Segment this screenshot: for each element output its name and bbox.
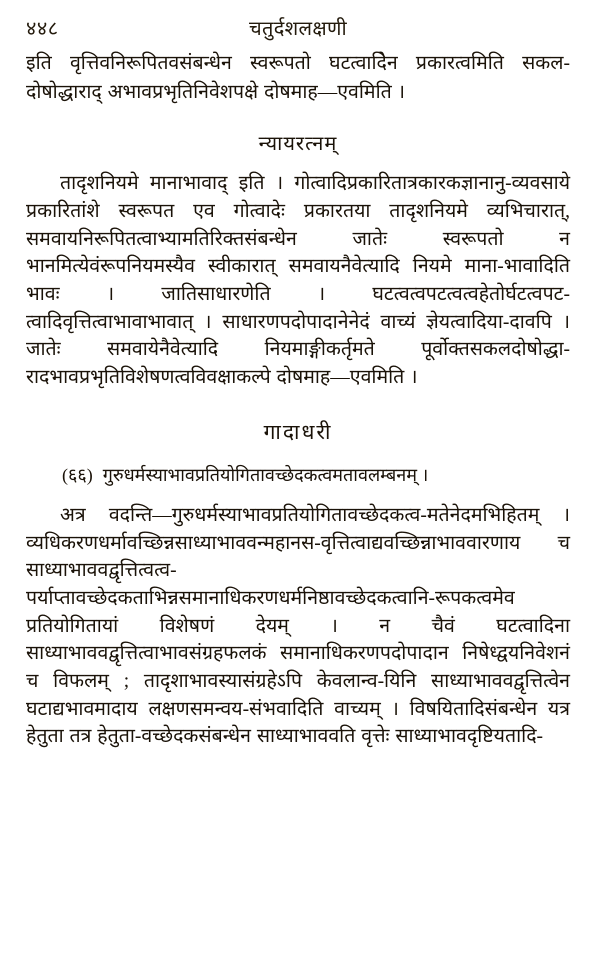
page-header xyxy=(26,14,570,48)
opening-paragraph: इति वृत्तिवनिरूपितवसंबन्धेन स्वरूपतो घटत्वादेिन प्रकारत्वमिति सकल-दोषोद्धाराद् अभावप्रभृतिनिवेशपक्षे दोषमाह––एवमिति । xyxy=(26,53,570,103)
running-title: चतुर्दशलक्षणी xyxy=(249,18,347,40)
section-one-paragraph: तादृशनियमे मानाभावाद् इति । गोत्वादिप्रकारितात्रकारकज्ञानानु-व्यवसाये प्रकारितांशे स्वरूपत एव गोत्वादेः प्रकारतया तादृशनियमे व्यभिचारात्, समवायनिरूपितत्वाभ्यामतिरिक्तसंबन्धेन जातेः स्वरूपतो न भानमित्येवंरूपनियमस्यैव स्वीकारात् समवायनैवेत्यादि नियमे माना-भावादिति भावः । जातिसाधारणेति । घटत्वत्वपटत्वत्वहेतोर्घटत्वपट-त्वादिवृत्तित्वाभावाभावात् । साधारणपदोपादानेनेदं वाच्यं ज्ञेयत्वादिया-दावपि । जातेः समवायेनैवेत्यादि नियमाङ्गीकर्तृमते पूर्वोक्तसकलदोषोद्धा-रादभावप्रभृतिविशेषणत्वविवक्षाकल्पे दोषमाह––एवमिति । xyxy=(26,173,570,389)
numbered-item-text: गुरुधर्मस्याभावप्रतियोगितावच्छेदकत्वमतावलम्बनम् । xyxy=(102,464,429,485)
section-two-paragraph: अत्र वदन्ति––गुरुधर्मस्याभावप्रतियोगितावच्छेदकत्व-मतेनेदमभिहितम् । व्यधिकरणधर्मावच्छिन्नसाध्याभाववन्महानस-वृत्तित्वाद्यवच्छिन्नाभाववारणाय च साध्याभाववद्वृत्तित्वत्व-पर्याप्तावच्छेदकताभिन्नसमानाधिकरणधर्मनिष्ठावच्छेदकत्वानि-रूपकत्वमेव प्रतियोगितायां विशेषणं देयम् । न चैवं घटत्वादिना साध्याभाववद्वृत्तित्वाभावसंग्रहफलकं समानाधिकरणपदोपादान निषेध्द्वयनिवेशनं च विफलम् ; तादृशाभावस्यासंग्रहेऽपि केवलान्व-यिनि साध्याभाववद्वृत्तित्वेन घटाद्यभावमादाय लक्षणसमन्वय-संभवादिति वाच्यम् । विषयितादिसंबन्धेन यत्र हेतुता तत्र हेतुता-वच्छेदकसंबन्धेन साध्याभाववति वृत्तेः साध्याभावदृष्टियतादि- xyxy=(26,504,570,748)
page-body xyxy=(26,50,570,751)
numbered-item-number: (६६) xyxy=(62,464,93,485)
section-heading-nyayaratnam: न्यायरत्नम् xyxy=(258,133,338,156)
numbered-item xyxy=(26,462,570,488)
section-heading-gadadhari: गादाधरी xyxy=(263,419,333,444)
page-number: ४४८ xyxy=(26,18,59,40)
